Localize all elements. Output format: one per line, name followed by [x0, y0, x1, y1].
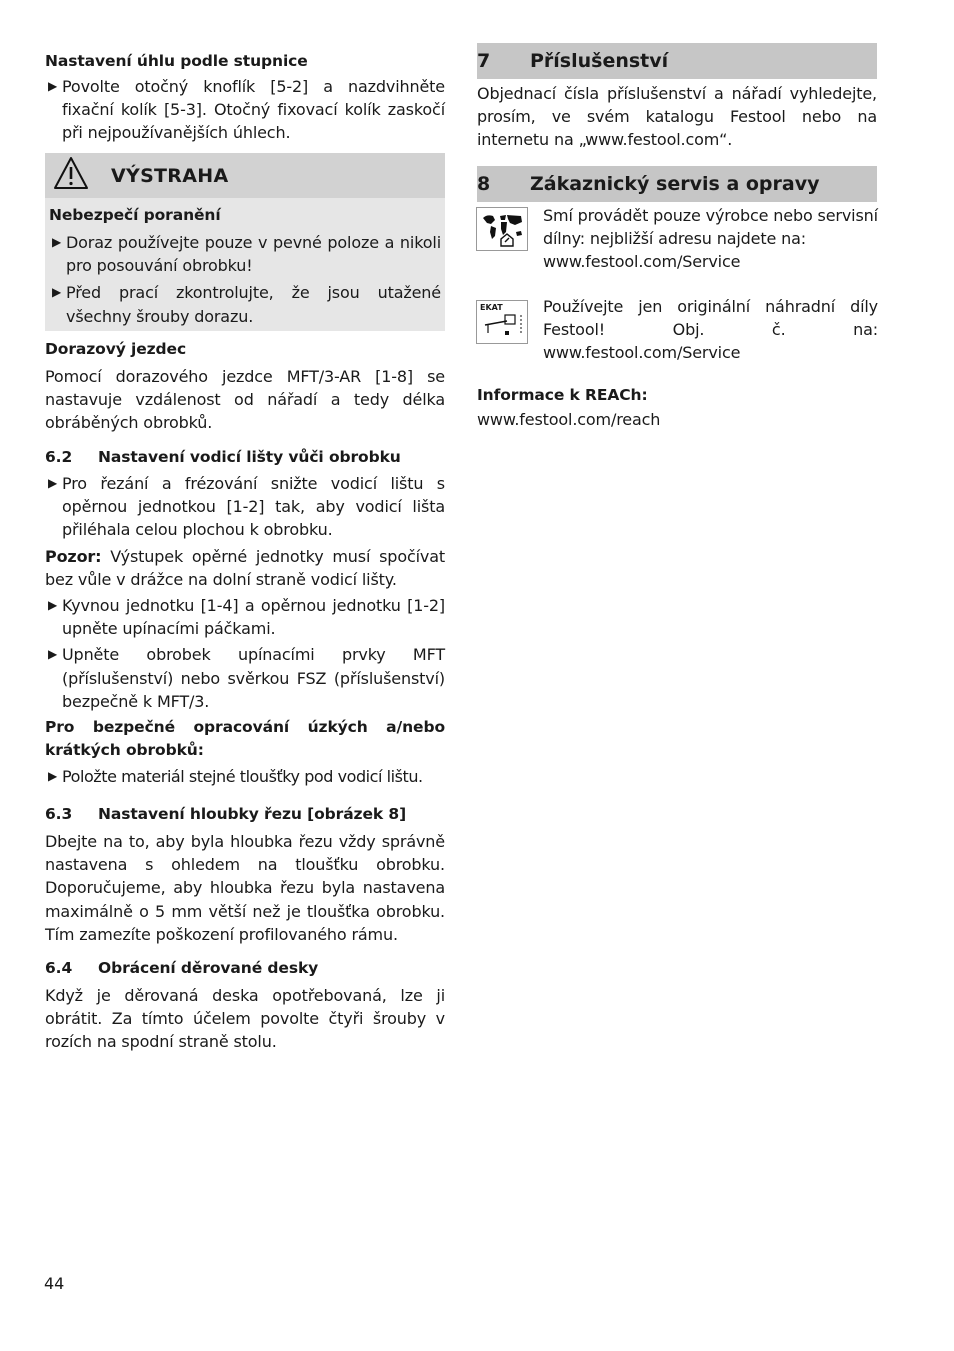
warning-bullet: ▶ Doraz používejte pouze v pevné poloze a nikoli pro posouvání obrobku!	[52, 233, 441, 276]
bullet-arrow-icon: ▶	[48, 598, 58, 613]
section-heading: 6.2 Nastavení vodicí lišty vůči obrobku	[45, 448, 401, 466]
bullet-arrow-icon: ▶	[48, 647, 58, 662]
bullet-arrow-icon: ▶	[52, 235, 62, 249]
angle-bullet: ▶ Povolte otočný knoflík [5-2] a nazdvihněte fixační kolík [5-3]. Otočný fixovací kolík zaskočí při nejpoužívanějších úhlech.	[48, 77, 445, 143]
angle-section	[45, 50, 445, 145]
tool-icon	[477, 301, 527, 343]
world-service-icon	[476, 207, 528, 251]
list-item: ▶ Kyvnou jednotku [1-4] a opěrnou jednotku [1-2] upněte upínacími páčkami.	[48, 596, 445, 639]
list-item: ▶ Položte materiál stejné tloušťky pod vodicí lištu.	[45, 765, 445, 788]
section-heading: 6.3 Nastavení hloubky řezu [obrázek 8]	[45, 805, 407, 823]
page-number: 44	[44, 1274, 65, 1293]
warning-bullet: ▶ Před prací zkontrolujte, že jsou utažené všechny šrouby dorazu.	[52, 283, 441, 326]
angle-heading: Nastavení úhlu podle stupnice	[45, 52, 308, 70]
section-paragraph: Dbejte na to, aby byla hloubka řezu vždy správně nastavena s ohledem na tloušťku obrobku. Doporučujeme, aby hloubka řezu byla nastavena maximálně o 5 mm větší než je tloušťka obrobku. Tím zamezíte poškození profilovaného rámu.	[45, 832, 445, 944]
bullet-arrow-icon: ▶	[48, 769, 57, 784]
section-title: Příslušenství	[530, 50, 669, 72]
reach-url: www.festool.com/reach	[477, 410, 661, 429]
reach-heading: Informace k REACh:	[477, 386, 648, 404]
parts-text: Používejte jen originální náhradní díly Festool! Obj. č. na: www.festool.com/Service	[543, 297, 878, 363]
narrow-heading: Pro bezpečné opracování úzkých a/nebo krátkých obrobků:	[45, 718, 445, 760]
warning-title: VÝSTRAHA	[111, 165, 229, 187]
section-6-4	[45, 957, 445, 1054]
section-7-body	[477, 82, 877, 152]
section-7-bar	[477, 43, 877, 79]
section-6-2	[45, 446, 445, 788]
list-item: ▶ Pro řezání a frézování snižte vodicí lištu s opěrnou jednotkou [1-2] tak, aby vodicí lišta přiléhala celou plochou k obrobku.	[48, 474, 445, 540]
bullet-arrow-icon: ▶	[52, 285, 62, 300]
warning-box	[45, 153, 445, 331]
service-text: Smí provádět pouze výrobce nebo servisní dílny: nejbližší adresu najdete na: www.festool.com/Service	[543, 206, 878, 272]
bullet-arrow-icon: ▶	[48, 79, 58, 93]
warning-header	[45, 153, 445, 198]
list-item: ▶ Upněte obrobek upínacími prvky MFT (příslušenství) nebo svěrkou FSZ (příslušenství) bezpečně k MFT/3.	[48, 645, 445, 711]
section-heading: 6.4 Obrácení děrované desky	[45, 959, 319, 977]
bullet-arrow-icon: ▶	[48, 476, 58, 490]
warning-subtitle: Nebezpečí poranění	[49, 206, 221, 224]
warning-triangle-icon	[53, 156, 89, 190]
section-number: 8	[477, 173, 491, 195]
section-paragraph: Objednací čísla příslušenství a nářadí vyhledejte, prosím, ve svém katalogu Festool nebo na internetu na „www.festool.com“.	[477, 84, 877, 150]
stop-heading: Dorazový jezdec	[45, 340, 187, 358]
section-number: 7	[477, 50, 491, 72]
caution-paragraph: Pozor: Výstupek opěrné jednotky musí spočívat bez vůle v drážce na dolní straně vodicí lišty.	[45, 546, 445, 589]
reach-section	[477, 384, 877, 431]
stop-section	[45, 338, 445, 435]
section-paragraph: Když je děrovaná deska opotřebovaná, lze ji obrátit. Za tímto účelem povolte čtyři šrouby v rozích na spodní straně stolu.	[45, 986, 445, 1052]
section-8-bar	[477, 166, 877, 202]
stop-paragraph: Pomocí dorazového jezdce MFT/3-AR [1-8] se nastavuje vzdálenost od nářadí a tedy délka obráběných obrobků.	[45, 367, 445, 433]
section-title: Zákaznický servis a opravy	[530, 173, 820, 195]
spare-parts-icon	[476, 300, 528, 344]
section-6-3	[45, 803, 445, 946]
ekat-label: EKAT	[480, 303, 503, 312]
